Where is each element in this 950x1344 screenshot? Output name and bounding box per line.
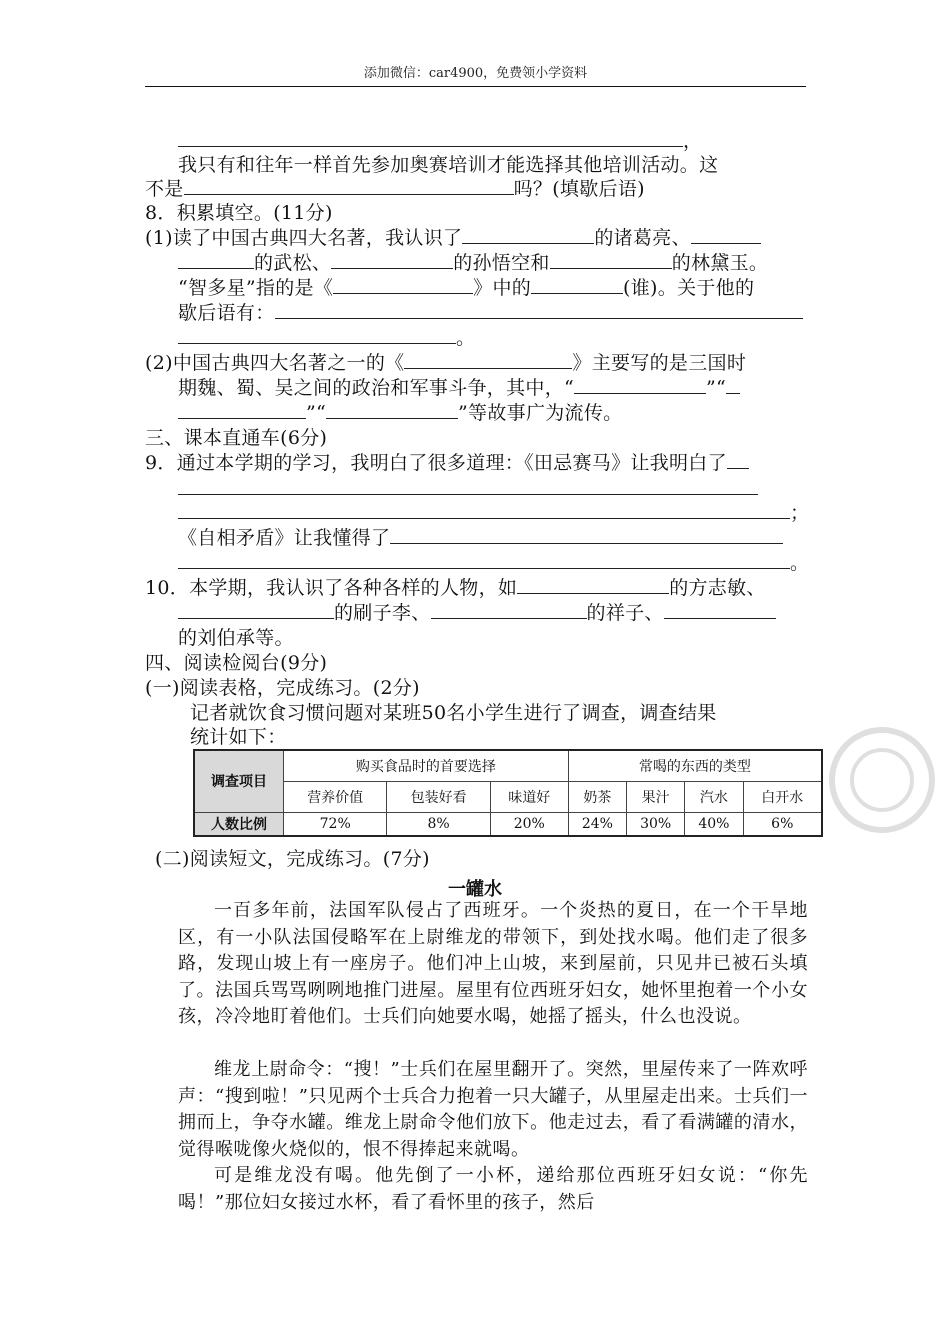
answer-blank[interactable] (178, 400, 306, 419)
passage-paragraph-1: 一百多年前，法国军队侵占了西班牙。一个炎热的夏日，在一个干旱地区，有一小队法国侵略军在上尉维龙的带领下，到处找水喝。他们走了很多路，发现山坡上有一座房子。他们冲上山坡，来到屋前，只见井已被石头填了。法国兵骂骂咧咧地推门进屋。屋里有位西班牙妇女，她怀里抱着一个小女孩，冷冷地盯着他们。士兵们向她要水喝，她摇了摇头，什么也没说。 (178, 900, 808, 1027)
answer-blank[interactable] (550, 250, 672, 269)
part1-intro-line2: 统计如下： (190, 726, 287, 748)
col-header: 味道好 (490, 781, 568, 812)
answer-blank[interactable] (727, 450, 749, 469)
watermark-seal-icon (822, 720, 942, 840)
col-header: 果汁 (627, 781, 685, 812)
col-header: 汽水 (685, 781, 743, 812)
answer-blank[interactable] (462, 225, 594, 244)
q10-line3: 的刘伯承等。 (178, 627, 294, 649)
q8-p1-line2: 的武松、 的孙悟空和 的林黛玉。 (178, 250, 768, 276)
row-header-item: 调查项目 (194, 750, 284, 812)
answer-blank[interactable] (333, 275, 473, 294)
answer-blank[interactable] (178, 550, 790, 569)
col-header: 包装好看 (387, 781, 490, 812)
q9-line4: 《自相矛盾》让我懂得了 (178, 525, 783, 551)
answer-blank[interactable] (691, 225, 761, 244)
q9-line3: ； (178, 500, 809, 526)
q8-p1-line1: (1)读了中国古典四大名著，我认识了 的诸葛亮、 (145, 225, 761, 251)
table-cell: 6% (743, 812, 822, 836)
q7-line2: 我只有和往年一样首先参加奥赛培训才能选择其他培训活动。这 (178, 154, 719, 176)
q7-line1: ， (178, 128, 702, 154)
answer-blank[interactable] (178, 325, 456, 344)
page-header: 添加微信：car4900，免费领小学资料 (145, 62, 806, 87)
table-cell: 30% (627, 812, 685, 836)
answer-blank[interactable] (326, 400, 458, 419)
part1-heading: (一)阅读表格，完成练习。(2分) (145, 677, 420, 699)
answer-blank[interactable] (178, 250, 254, 269)
answer-blank[interactable] (184, 176, 514, 195)
answer-line[interactable] (178, 494, 758, 495)
q8-p1-line4: 歇后语有： (178, 300, 803, 326)
row-header-ratio: 人数比例 (194, 812, 284, 836)
col-header: 奶茶 (568, 781, 626, 812)
answer-blank[interactable] (574, 375, 706, 394)
answer-blank[interactable] (178, 600, 334, 619)
col-header: 营养价值 (284, 781, 387, 812)
answer-blank[interactable] (431, 600, 587, 619)
answer-blank[interactable] (517, 575, 669, 594)
q10-line2: 的刷子李、 的祥子、 (178, 600, 776, 626)
q8-p2-line2: 期魏、蜀、吴之间的政治和军事斗争，其中，“ ”“ (178, 375, 740, 401)
answer-blank[interactable] (726, 375, 740, 394)
answer-blank[interactable] (331, 250, 453, 269)
q8-heading: 8．积累填空。(11分) (145, 202, 333, 224)
passage-title: 一罐水 (448, 879, 502, 900)
answer-blank[interactable] (390, 525, 783, 544)
col-header: 白开水 (743, 781, 822, 812)
q7-line3: 不是 吗？(填歇后语) (145, 178, 645, 200)
q8-p1-line3: “智多星”指的是《 》中的 (谁)。关于他的 (178, 277, 755, 299)
answer-blank[interactable] (664, 600, 776, 619)
section-3-heading: 三、课本直通车(6分) (145, 427, 328, 449)
group-header-food-choice: 购买食品时的首要选择 (284, 750, 569, 781)
answer-blank[interactable] (178, 500, 790, 519)
part2-heading: (二)阅读短文，完成练习。(7分) (155, 848, 430, 870)
q8-p2-line3: ”“ ”等故事广为流传。 (178, 400, 622, 426)
table-cell: 72% (284, 812, 387, 836)
survey-table (193, 749, 823, 837)
answer-blank[interactable] (531, 275, 623, 294)
answer-blank[interactable] (178, 128, 683, 147)
q8-p1-line5: 。 (178, 325, 475, 351)
q9-line5: 。 (178, 550, 809, 576)
table-cell: 24% (568, 812, 626, 836)
group-header-drink-type: 常喝的东西的类型 (568, 750, 822, 781)
passage-paragraph-3: 可是维龙没有喝。他先倒了一小杯，递给那位西班牙妇女说：“你先喝！”那位妇女接过水杯，看了看怀里的孩子，然后 (178, 1165, 808, 1213)
passage-paragraph-2: 维龙上尉命令：“搜！”士兵们在屋里翻开了。突然，里屋传来了一阵欢呼声：“搜到啦！”只见两个士兵合力抱着一只大罐子，从里屋走出来。士兵们一拥而上，争夺水罐。维龙上尉命令他们放下。他走过去，看了看满罐的清水，觉得喉咙像火烧似的，恨不得捧起来就喝。 (178, 1059, 808, 1160)
q8-p2-line1: (2)中国古典四大名著之一的《 》主要写的是三国时 (145, 352, 747, 374)
q10-line1: 10．本学期，我认识了各种各样的人物，如 的方志敏、 (145, 577, 766, 599)
answer-blank[interactable] (404, 350, 572, 369)
part1-intro-line1: 记者就饮食习惯问题对某班50名小学生进行了调查，调查结果 (190, 702, 717, 724)
answer-blank[interactable] (275, 300, 803, 319)
table-cell: 40% (685, 812, 743, 836)
q9-line1: 9．通过本学期的学习，我明白了很多道理：《田忌赛马》让我明白了 (145, 450, 749, 476)
table-cell: 20% (490, 812, 568, 836)
section-4-heading: 四、阅读检阅台(9分) (145, 652, 328, 674)
table-cell: 8% (387, 812, 490, 836)
